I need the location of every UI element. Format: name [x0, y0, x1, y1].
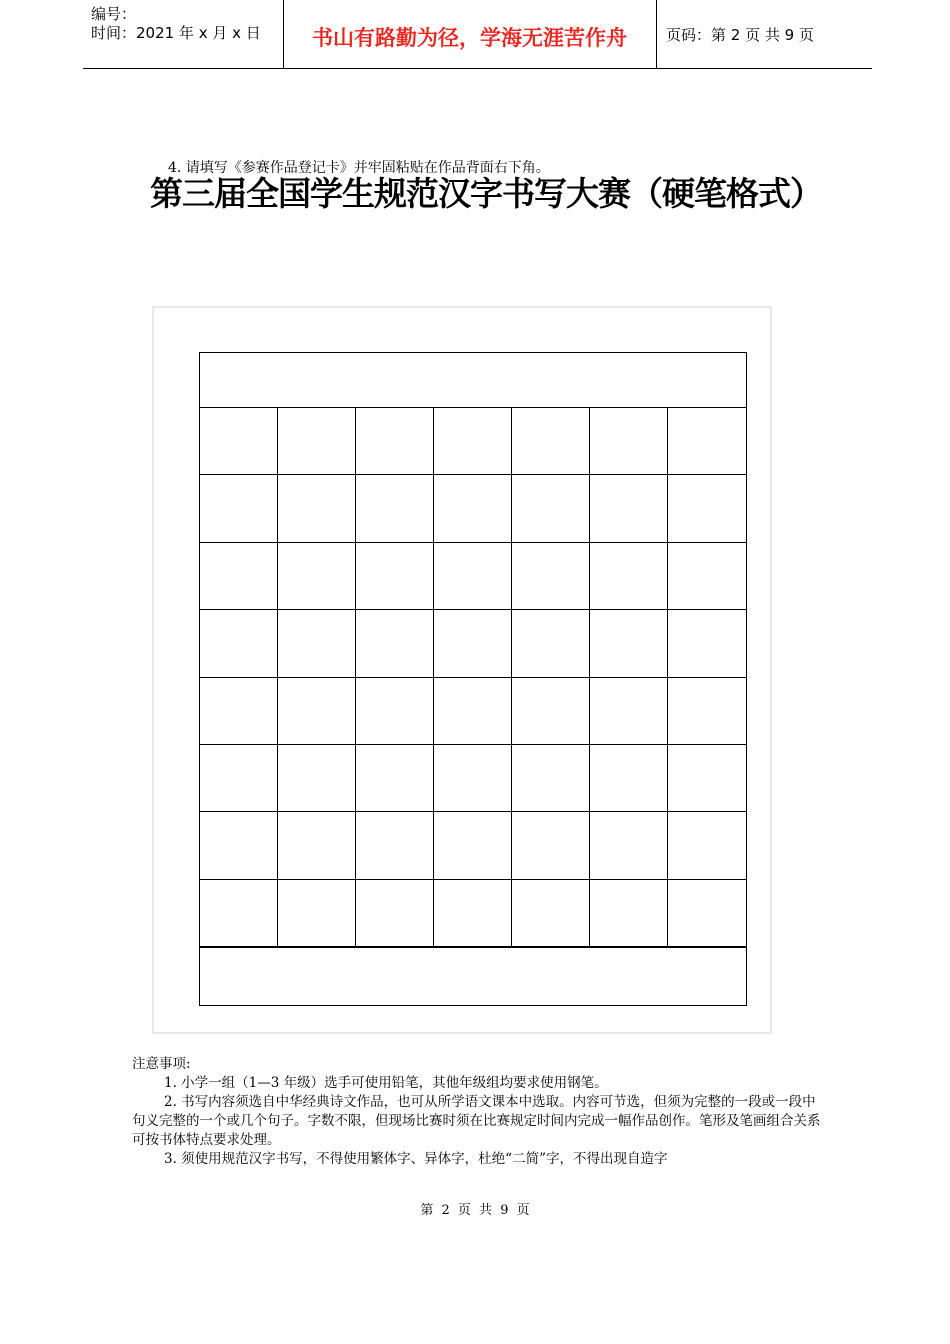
grid-cell	[590, 812, 668, 879]
grid-cell	[356, 880, 434, 947]
grid-cell	[200, 610, 278, 677]
note-item-3: 3. 须使用规范汉字书写，不得使用繁体字、异体字，杜绝“二简”字，不得出现自造字	[164, 1151, 668, 1167]
grid-cell	[278, 880, 356, 947]
writing-grid	[199, 352, 747, 1006]
grid-cell	[278, 543, 356, 610]
grid-cell	[668, 543, 746, 610]
instruction-4: 4. 请填写《参赛作品登记卡》并牢固粘贴在作品背面右下角。	[168, 160, 550, 176]
grid-cell	[278, 475, 356, 542]
notes-heading: 注意事项:	[132, 1056, 191, 1072]
grid-cell	[434, 812, 512, 879]
grid-cell	[200, 543, 278, 610]
grid-cell	[200, 745, 278, 812]
grid-header-row	[200, 353, 746, 408]
grid-cell	[434, 880, 512, 947]
grid-cell	[590, 678, 668, 745]
grid-cell	[434, 610, 512, 677]
grid-cell	[512, 543, 590, 610]
grid-cell	[200, 880, 278, 947]
document-header	[83, 0, 872, 69]
grid-cell	[590, 610, 668, 677]
page-title: 第三届全国学生规范汉字书写大赛（硬笔格式）	[150, 174, 822, 213]
grid-cell	[278, 610, 356, 677]
grid-cell	[434, 543, 512, 610]
grid-cell	[434, 475, 512, 542]
grid-cell	[512, 678, 590, 745]
grid-cell	[590, 475, 668, 542]
grid-cell	[356, 543, 434, 610]
notes-section	[132, 1055, 822, 1169]
time-label: 时间：2021 年 x 月 x 日	[91, 24, 261, 42]
grid-cell	[590, 408, 668, 475]
grid-cell	[434, 408, 512, 475]
grid-cell	[668, 408, 746, 475]
grid-cell	[200, 475, 278, 542]
grid-footer-row	[200, 947, 746, 1005]
grid-cell	[512, 880, 590, 947]
grid-cell	[356, 745, 434, 812]
grid-cell	[668, 610, 746, 677]
grid-cell	[200, 408, 278, 475]
grid-cell	[590, 880, 668, 947]
grid-cell	[434, 678, 512, 745]
grid-cell	[668, 880, 746, 947]
grid-cell	[356, 475, 434, 542]
grid-cell	[668, 678, 746, 745]
motto: 书山有路勤为径，学海无涯苦作舟	[312, 25, 627, 50]
page-label: 页码：第 2 页 共 9 页	[666, 26, 814, 44]
grid-cell	[200, 678, 278, 745]
grid-cell	[278, 678, 356, 745]
grid-cell	[356, 408, 434, 475]
grid-cell	[590, 745, 668, 812]
grid-cell	[356, 678, 434, 745]
grid-cell	[512, 408, 590, 475]
grid-cell	[434, 745, 512, 812]
note-item-1: 1. 小学一组（1—3 年级）选手可使用铅笔，其他年级组均要求使用钢笔。	[164, 1075, 608, 1091]
grid-cells	[200, 408, 746, 947]
grid-cell	[668, 745, 746, 812]
grid-cell	[200, 812, 278, 879]
grid-cell	[356, 812, 434, 879]
page-footer: 第 2 页 共 9 页	[420, 1203, 530, 1218]
grid-cell	[512, 610, 590, 677]
grid-cell	[278, 812, 356, 879]
header-page-cell	[656, 0, 872, 68]
grid-cell	[512, 812, 590, 879]
header-motto-cell	[283, 0, 657, 68]
grid-cell	[356, 610, 434, 677]
note-item-2: 2. 书写内容须选自中华经典诗文作品，也可从所学语文课本中选取。内容可节选，但须为完整的一段或一段中句义完整的一个或几个句子。字数不限，但现场比赛时须在比赛规定时间内完成一幅作品创作。笔形及笔画组合关系可按书体特点要求处理。	[132, 1094, 821, 1148]
grid-cell	[512, 745, 590, 812]
number-label: 编号：	[91, 5, 137, 23]
grid-cell	[668, 475, 746, 542]
grid-cell	[512, 475, 590, 542]
grid-cell	[278, 408, 356, 475]
grid-cell	[278, 745, 356, 812]
header-info-cell	[83, 0, 284, 68]
grid-cell	[590, 543, 668, 610]
grid-cell	[668, 812, 746, 879]
